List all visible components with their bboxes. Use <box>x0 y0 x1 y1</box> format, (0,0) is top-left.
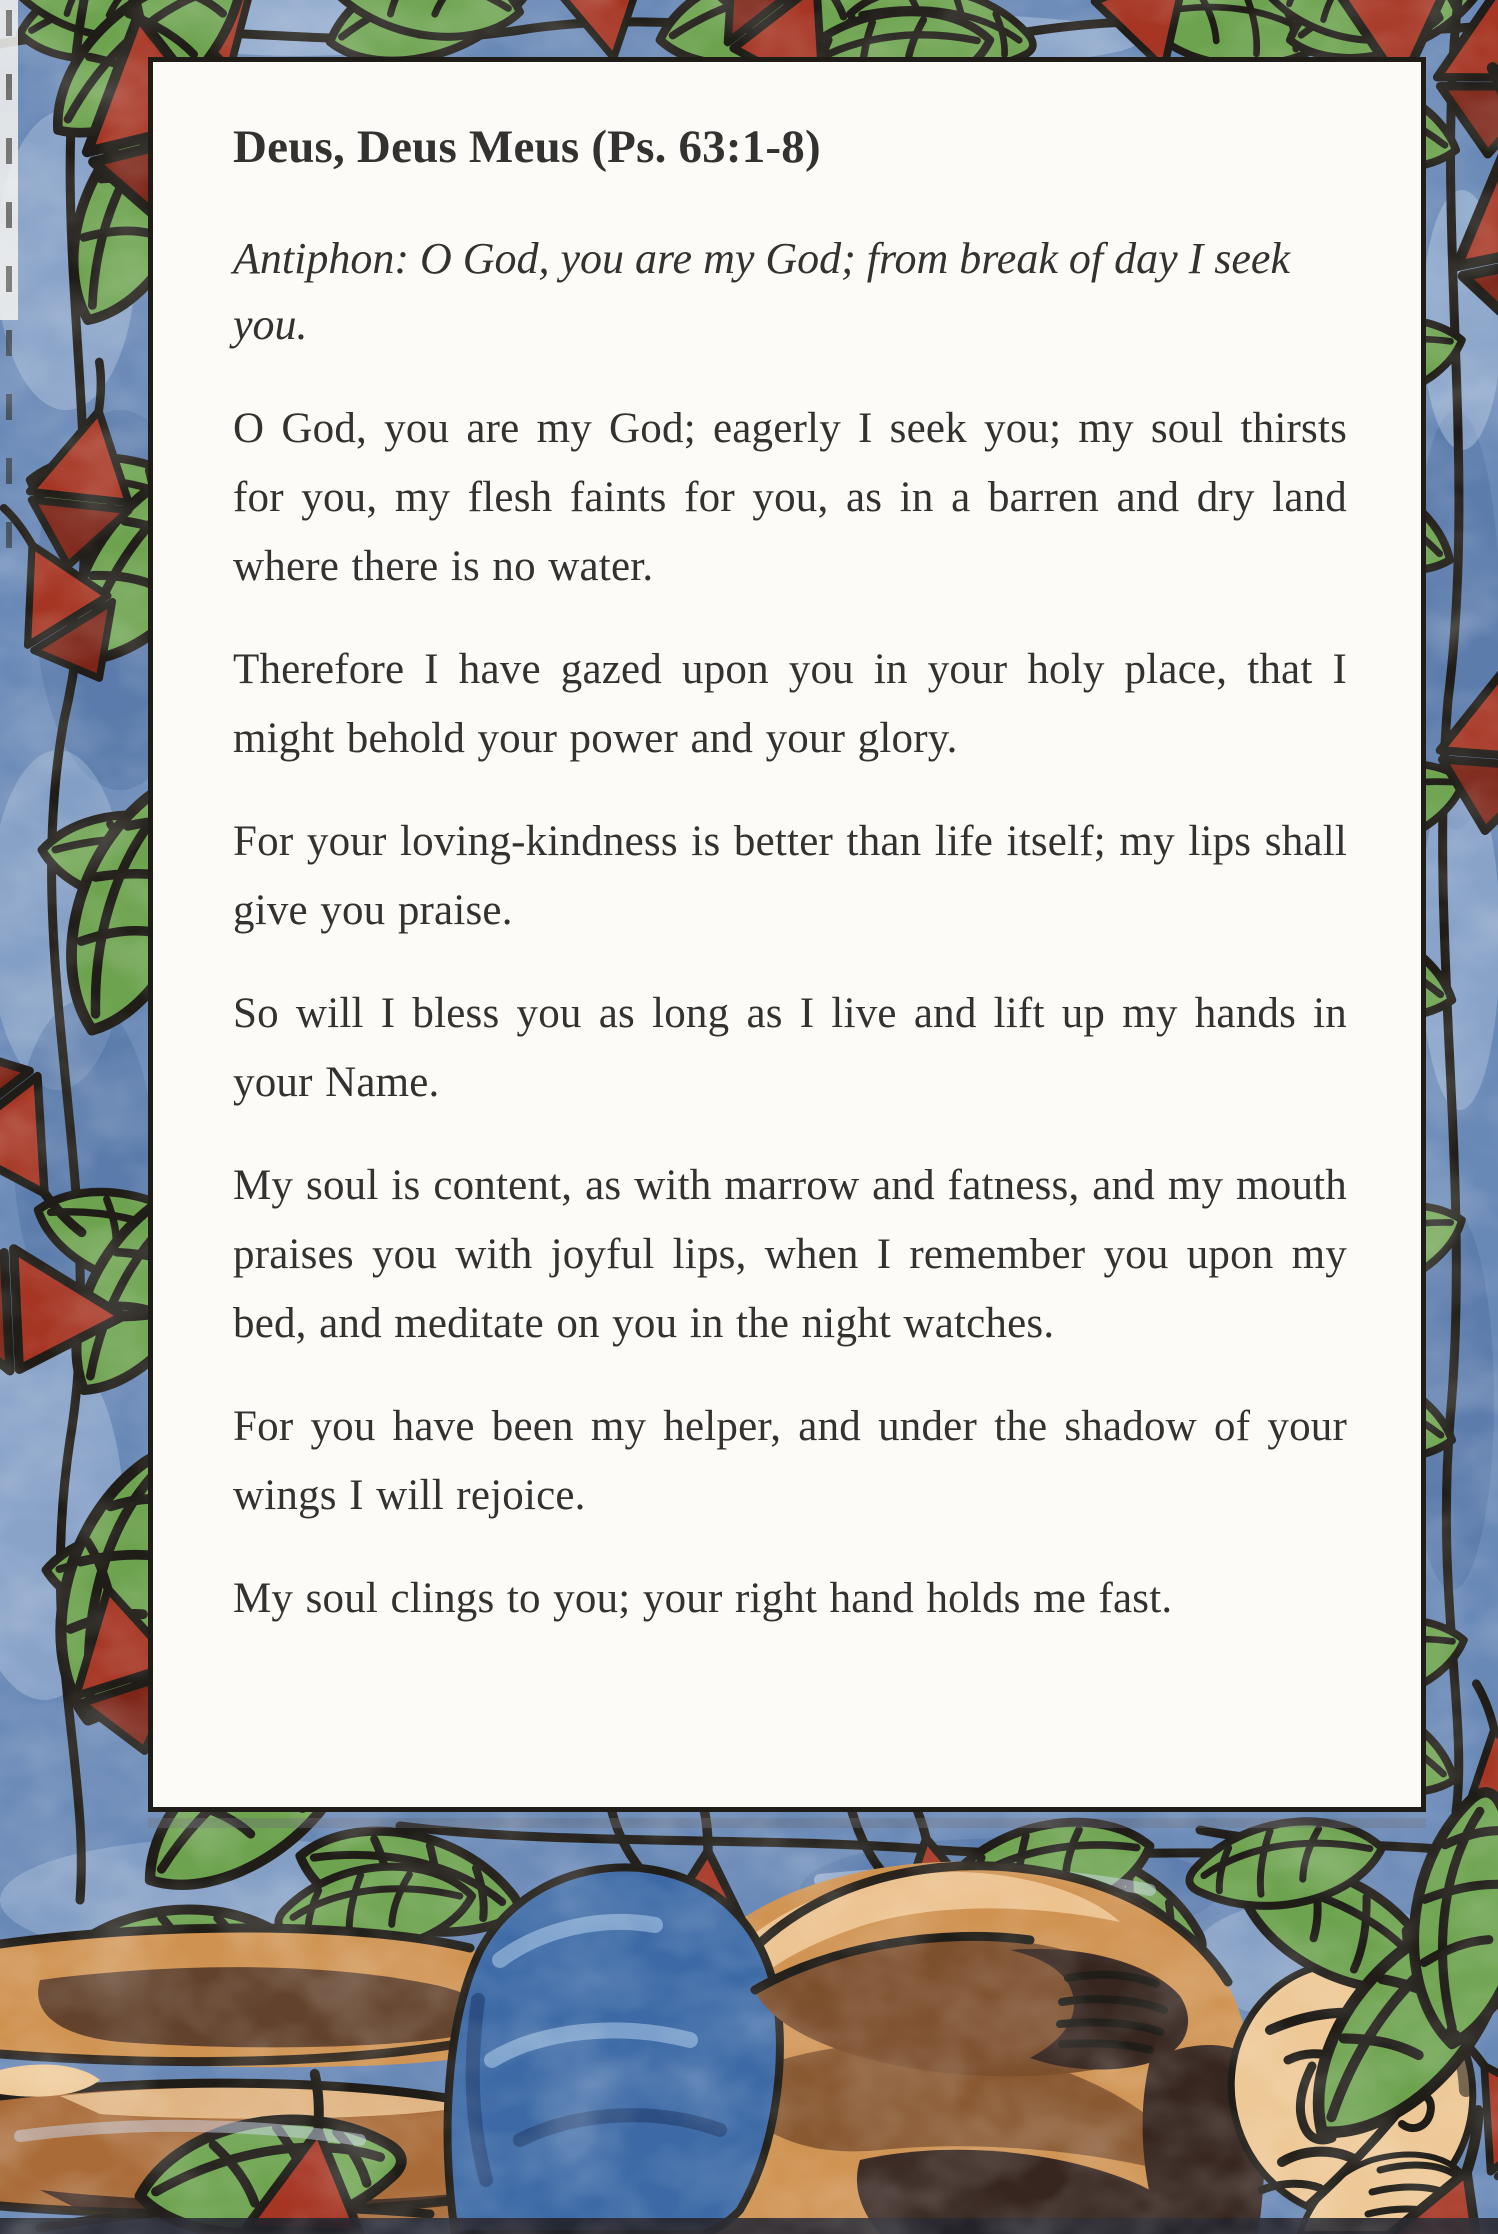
psalm-verse-7: My soul clings to you; your right hand holds me fast. <box>233 1575 1173 1622</box>
psalm-verse-1: O God, you are my God; eagerly I seek you; my soul thirsts for you, my flesh faints for you, as in a barren and dry land where there is no water. <box>233 405 1347 590</box>
psalm-verse-6: For you have been my helper, and under the shadow of your wings I will rejoice. <box>233 1403 1347 1519</box>
text-panel <box>148 57 1426 1812</box>
psalm-verse-3: For your loving-kindness is better than life itself; my lips shall give you praise. <box>233 818 1347 934</box>
psalm-verse-4: So will I bless you as long as I live and lift up my hands in your Name. <box>233 990 1347 1106</box>
psalm-verse-5: My soul is content, as with marrow and fatness, and my mouth praises you with joyful lips, when I remember you upon my bed, and meditate on you in the night watches. <box>233 1162 1347 1347</box>
psalm-title: Deus, Deus Meus (Ps. 63:1-8) <box>233 121 821 173</box>
psalm-verse-2: Therefore I have gazed upon you in your holy place, that I might behold your power and your glory. <box>233 646 1347 762</box>
antiphon-text: Antiphon: O God, you are my God; from break of day I seek you. <box>233 234 1290 349</box>
